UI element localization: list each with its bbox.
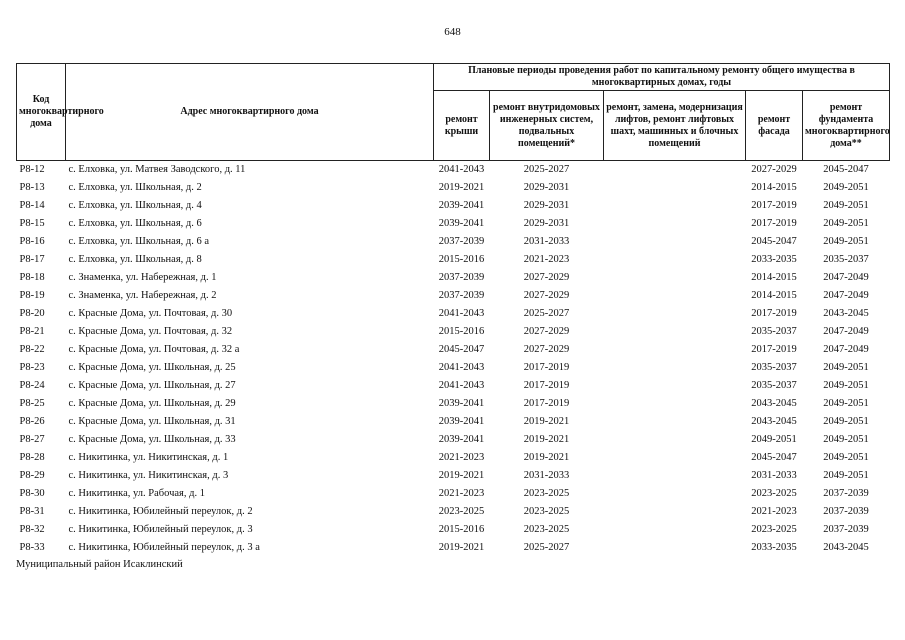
row-elevators bbox=[604, 413, 746, 431]
row-code: Р8-22 bbox=[19, 344, 45, 355]
row-facade: 2017-2019 bbox=[751, 344, 797, 355]
row-address: с. Красные Дома, ул. Школьная, д. 33 bbox=[68, 434, 236, 445]
row-facade: 2035-2037 bbox=[751, 326, 797, 337]
header-engineering: ремонт внутридомовых инженерных систем, подвальных помещений* bbox=[490, 91, 604, 161]
row-elevators bbox=[604, 197, 746, 215]
row-foundation: 2037-2039 bbox=[823, 524, 869, 535]
header-facade: ремонт фасада bbox=[746, 91, 803, 161]
row-address: с. Никитинка, Юбилейный переулок, д. 3 а bbox=[68, 542, 260, 553]
header-roof: ремонт крыши bbox=[434, 91, 490, 161]
row-roof: 2037-2039 bbox=[438, 236, 485, 247]
row-roof: 2041-2043 bbox=[438, 380, 485, 391]
row-address: с. Елховка, ул. Школьная, д. 6 bbox=[68, 218, 202, 229]
row-elevators bbox=[604, 305, 746, 323]
row-elevators bbox=[604, 503, 746, 521]
row-elevators bbox=[604, 269, 746, 287]
table-row bbox=[17, 341, 890, 359]
table-row bbox=[17, 305, 890, 323]
row-engineering: 2025-2027 bbox=[523, 164, 570, 175]
row-engineering: 2021-2023 bbox=[523, 254, 570, 265]
table-row bbox=[17, 485, 890, 503]
table-row bbox=[17, 233, 890, 251]
row-address: с. Никитинка, Юбилейный переулок, д. 2 bbox=[68, 506, 253, 517]
row-elevators bbox=[604, 521, 746, 539]
row-address: с. Елховка, ул. Школьная, д. 8 bbox=[68, 254, 202, 265]
row-foundation: 2049-2051 bbox=[823, 470, 869, 481]
row-address: с. Елховка, ул. Школьная, д. 6 а bbox=[68, 236, 210, 247]
table-row bbox=[17, 449, 890, 467]
row-code: Р8-20 bbox=[19, 308, 45, 319]
row-facade: 2031-2033 bbox=[751, 470, 797, 481]
row-roof: 2021-2023 bbox=[438, 488, 485, 499]
row-foundation: 2049-2051 bbox=[823, 398, 869, 409]
row-foundation: 2049-2051 bbox=[823, 452, 869, 463]
row-facade: 2033-2035 bbox=[751, 254, 797, 265]
row-code: Р8-21 bbox=[19, 326, 45, 337]
header-periods: Плановые периоды проведения работ по капитальному ремонту общего имущества в многоквартирных домах, годы bbox=[434, 64, 890, 91]
row-foundation: 2047-2049 bbox=[823, 326, 869, 337]
row-roof: 2039-2041 bbox=[438, 218, 485, 229]
row-elevators bbox=[604, 449, 746, 467]
row-address: с. Красные Дома, ул. Почтовая, д. 30 bbox=[68, 308, 233, 319]
row-engineering: 2027-2029 bbox=[523, 290, 570, 301]
row-facade: 2023-2025 bbox=[751, 488, 797, 499]
header-foundation: ремонт фундамента многоквартирного дома** bbox=[803, 91, 890, 161]
row-foundation: 2037-2039 bbox=[823, 488, 869, 499]
row-foundation: 2049-2051 bbox=[823, 182, 869, 193]
row-facade: 2045-2047 bbox=[751, 236, 797, 247]
row-code: Р8-17 bbox=[19, 254, 45, 265]
row-code: Р8-29 bbox=[19, 470, 45, 481]
row-code: Р8-19 bbox=[19, 290, 45, 301]
row-code: Р8-31 bbox=[19, 506, 45, 517]
header-code: Код многоквартирного дома bbox=[17, 64, 66, 161]
row-engineering: 2027-2029 bbox=[523, 344, 570, 355]
row-roof: 2015-2016 bbox=[438, 524, 485, 535]
row-facade: 2049-2051 bbox=[751, 434, 797, 445]
row-facade: 2045-2047 bbox=[751, 452, 797, 463]
row-roof: 2015-2016 bbox=[438, 326, 485, 337]
row-foundation: 2049-2051 bbox=[823, 434, 869, 445]
row-facade: 2033-2035 bbox=[751, 542, 797, 553]
table-header bbox=[17, 64, 890, 161]
row-engineering: 2025-2027 bbox=[523, 542, 570, 553]
row-roof: 2019-2021 bbox=[438, 182, 485, 193]
table-row bbox=[17, 161, 890, 180]
row-engineering: 2023-2025 bbox=[523, 524, 570, 535]
row-facade: 2035-2037 bbox=[751, 362, 797, 373]
row-address: с. Никитинка, ул. Рабочая, д. 1 bbox=[68, 488, 205, 499]
row-address: с. Красные Дома, ул. Почтовая, д. 32 bbox=[68, 326, 233, 337]
header-elevators: ремонт, замена, модернизация лифтов, ремонт лифтовых шахт, машинных и блочных помещений bbox=[604, 91, 746, 161]
row-roof: 2015-2016 bbox=[438, 254, 485, 265]
row-engineering: 2017-2019 bbox=[523, 398, 570, 409]
table-row bbox=[17, 521, 890, 539]
table-row bbox=[17, 269, 890, 287]
row-roof: 2041-2043 bbox=[438, 164, 485, 175]
table-row bbox=[17, 179, 890, 197]
table-row bbox=[17, 377, 890, 395]
row-foundation: 2047-2049 bbox=[823, 290, 869, 301]
table-row bbox=[17, 323, 890, 341]
municipality-footer: Муниципальный район Исаклинский bbox=[16, 559, 183, 570]
row-elevators bbox=[604, 485, 746, 503]
row-foundation: 2047-2049 bbox=[823, 272, 869, 283]
row-foundation: 2049-2051 bbox=[823, 362, 869, 373]
row-foundation: 2043-2045 bbox=[823, 308, 869, 319]
capital-repair-table bbox=[16, 63, 890, 557]
row-foundation: 2037-2039 bbox=[823, 506, 869, 517]
row-address: с. Никитинка, ул. Никитинская, д. 1 bbox=[68, 452, 229, 463]
table-row bbox=[17, 503, 890, 521]
header-address: Адрес многоквартирного дома bbox=[66, 64, 434, 161]
row-roof: 2037-2039 bbox=[438, 272, 485, 283]
row-engineering: 2025-2027 bbox=[523, 308, 570, 319]
row-elevators bbox=[604, 251, 746, 269]
row-code: Р8-15 bbox=[19, 218, 45, 229]
table-row bbox=[17, 539, 890, 557]
row-engineering: 2017-2019 bbox=[523, 362, 570, 373]
table-row bbox=[17, 395, 890, 413]
row-address: с. Елховка, ул. Школьная, д. 2 bbox=[68, 182, 202, 193]
row-facade: 2017-2019 bbox=[751, 308, 797, 319]
table-row bbox=[17, 251, 890, 269]
row-roof: 2045-2047 bbox=[438, 344, 485, 355]
row-roof: 2021-2023 bbox=[438, 452, 485, 463]
row-engineering: 2019-2021 bbox=[523, 452, 570, 463]
row-elevators bbox=[604, 431, 746, 449]
row-engineering: 2017-2019 bbox=[523, 380, 570, 391]
row-code: Р8-30 bbox=[19, 488, 45, 499]
row-elevators bbox=[604, 323, 746, 341]
row-elevators bbox=[604, 287, 746, 305]
row-code: Р8-28 bbox=[19, 452, 45, 463]
row-roof: 2019-2021 bbox=[438, 470, 485, 481]
row-address: с. Елховка, ул. Матвея Заводского, д. 11 bbox=[68, 164, 246, 175]
row-code: Р8-32 bbox=[19, 524, 45, 535]
table-row bbox=[17, 215, 890, 233]
row-code: Р8-27 bbox=[19, 434, 45, 445]
row-facade: 2014-2015 bbox=[751, 290, 797, 301]
row-elevators bbox=[604, 395, 746, 413]
row-roof: 2039-2041 bbox=[438, 416, 485, 427]
row-engineering: 2029-2031 bbox=[523, 182, 570, 193]
row-foundation: 2049-2051 bbox=[823, 416, 869, 427]
row-address: с. Красные Дома, ул. Школьная, д. 27 bbox=[68, 380, 236, 391]
row-facade: 2021-2023 bbox=[751, 506, 797, 517]
row-code: Р8-18 bbox=[19, 272, 45, 283]
row-engineering: 2019-2021 bbox=[523, 434, 570, 445]
row-foundation: 2049-2051 bbox=[823, 218, 869, 229]
row-elevators bbox=[604, 467, 746, 485]
row-facade: 2017-2019 bbox=[751, 218, 797, 229]
table-row bbox=[17, 287, 890, 305]
table-row bbox=[17, 413, 890, 431]
row-facade: 2043-2045 bbox=[751, 398, 797, 409]
row-facade: 2043-2045 bbox=[751, 416, 797, 427]
table-row bbox=[17, 197, 890, 215]
row-address: с. Никитинка, Юбилейный переулок, д. 3 bbox=[68, 524, 253, 535]
row-roof: 2041-2043 bbox=[438, 308, 485, 319]
row-foundation: 2049-2051 bbox=[823, 236, 869, 247]
row-facade: 2035-2037 bbox=[751, 380, 797, 391]
row-code: Р8-26 bbox=[19, 416, 45, 427]
row-elevators bbox=[604, 377, 746, 395]
row-foundation: 2049-2051 bbox=[823, 380, 869, 391]
row-address: с. Красные Дома, ул. Почтовая, д. 32 а bbox=[68, 344, 240, 355]
row-facade: 2023-2025 bbox=[751, 524, 797, 535]
row-foundation: 2035-2037 bbox=[823, 254, 869, 265]
row-address: с. Елховка, ул. Школьная, д. 4 bbox=[68, 200, 202, 211]
table-body bbox=[17, 161, 890, 558]
row-roof: 2041-2043 bbox=[438, 362, 485, 373]
row-code: Р8-33 bbox=[19, 542, 45, 553]
row-facade: 2027-2029 bbox=[751, 164, 797, 175]
row-elevators bbox=[604, 179, 746, 197]
row-elevators bbox=[604, 341, 746, 359]
row-elevators bbox=[604, 359, 746, 377]
table-row bbox=[17, 431, 890, 449]
row-code: Р8-12 bbox=[19, 164, 45, 175]
row-foundation: 2047-2049 bbox=[823, 344, 869, 355]
row-foundation: 2045-2047 bbox=[823, 164, 869, 175]
row-facade: 2014-2015 bbox=[751, 272, 797, 283]
table-row bbox=[17, 359, 890, 377]
row-engineering: 2027-2029 bbox=[523, 326, 570, 337]
row-engineering: 2031-2033 bbox=[523, 470, 570, 481]
row-address: с. Знаменка, ул. Набережная, д. 1 bbox=[68, 272, 217, 283]
row-address: с. Красные Дома, ул. Школьная, д. 29 bbox=[68, 398, 236, 409]
row-code: Р8-23 bbox=[19, 362, 45, 373]
row-code: Р8-13 bbox=[19, 182, 45, 193]
row-engineering: 2023-2025 bbox=[523, 506, 570, 517]
page-number: 648 bbox=[444, 26, 461, 38]
row-roof: 2019-2021 bbox=[438, 542, 485, 553]
row-roof: 2039-2041 bbox=[438, 398, 485, 409]
row-facade: 2017-2019 bbox=[751, 200, 797, 211]
row-code: Р8-25 bbox=[19, 398, 45, 409]
row-foundation: 2049-2051 bbox=[823, 200, 869, 211]
row-address: с. Красные Дома, ул. Школьная, д. 25 bbox=[68, 362, 236, 373]
row-facade: 2014-2015 bbox=[751, 182, 797, 193]
row-roof: 2023-2025 bbox=[438, 506, 485, 517]
row-elevators bbox=[604, 539, 746, 557]
row-roof: 2039-2041 bbox=[438, 200, 485, 211]
row-elevators bbox=[604, 215, 746, 233]
row-engineering: 2027-2029 bbox=[523, 272, 570, 283]
row-code: Р8-16 bbox=[19, 236, 45, 247]
row-address: с. Красные Дома, ул. Школьная, д. 31 bbox=[68, 416, 236, 427]
row-elevators bbox=[604, 233, 746, 251]
row-engineering: 2031-2033 bbox=[523, 236, 570, 247]
row-foundation: 2043-2045 bbox=[823, 542, 869, 553]
row-engineering: 2019-2021 bbox=[523, 416, 570, 427]
row-engineering: 2029-2031 bbox=[523, 200, 570, 211]
row-address: с. Никитинка, ул. Никитинская, д. 3 bbox=[68, 470, 229, 481]
row-roof: 2039-2041 bbox=[438, 434, 485, 445]
row-code: Р8-14 bbox=[19, 200, 45, 211]
row-engineering: 2023-2025 bbox=[523, 488, 570, 499]
row-roof: 2037-2039 bbox=[438, 290, 485, 301]
row-address: с. Знаменка, ул. Набережная, д. 2 bbox=[68, 290, 217, 301]
row-elevators bbox=[604, 161, 746, 180]
row-code: Р8-24 bbox=[19, 380, 45, 391]
table-row bbox=[17, 467, 890, 485]
row-engineering: 2029-2031 bbox=[523, 218, 570, 229]
